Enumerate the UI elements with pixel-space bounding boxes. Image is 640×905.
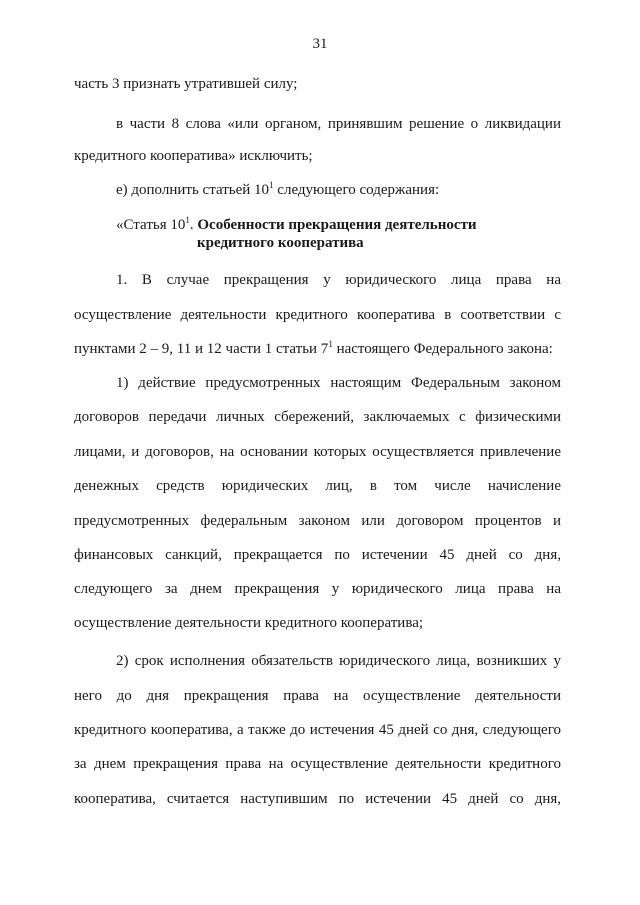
article-heading-title-line2: кредитного кооператива bbox=[197, 235, 364, 251]
text-line: кредитного кооператива, а также до истечения 45 дней со дня, следующего bbox=[74, 722, 561, 738]
text-fragment: настоящего Федерального закона: bbox=[332, 341, 553, 357]
text-line: в части 8 слова «или органом, принявшим решение о ликвидации bbox=[116, 116, 561, 132]
text-line: часть 3 признать утратившей силу; bbox=[74, 76, 298, 92]
text-line: 1. В случае прекращения у юридического лица права на bbox=[116, 272, 561, 288]
text-line: кредитного кооператива» исключить; bbox=[74, 148, 313, 164]
article-heading-title: Особенности прекращения деятельности bbox=[197, 217, 477, 233]
text-line: осуществление деятельности кредитного кооператива; bbox=[74, 615, 424, 631]
text-fragment: . bbox=[189, 217, 198, 233]
text-line bbox=[74, 339, 561, 359]
text-line: следующего за днем прекращения у юридического лица права на bbox=[74, 581, 561, 597]
text-line: него до дня прекращения права на осуществление деятельности bbox=[74, 688, 561, 704]
text-fragment: следующего содержания: bbox=[273, 182, 440, 198]
text-line: кооператива, считается наступившим по истечении 45 дней со дня, bbox=[74, 791, 561, 807]
text-fragment: пунктами 2 – 9, 11 и 12 части 1 статьи 7 bbox=[74, 341, 329, 357]
article-heading bbox=[116, 215, 477, 235]
text-fragment: е) дополнить статьей 10 bbox=[116, 182, 270, 198]
text-line: предусмотренных федеральным законом или договором процентов и bbox=[74, 513, 561, 529]
page-number: 31 bbox=[312, 36, 328, 52]
superscript: 1 bbox=[185, 215, 190, 225]
text-line: 1) действие предусмотренных настоящим Федеральным законом bbox=[116, 375, 561, 391]
text-fragment: «Статья 10 bbox=[116, 217, 186, 233]
text-line: финансовых санкций, прекращается по истечении 45 дней со дня, bbox=[74, 547, 561, 563]
text-line: денежных средств юридических лиц, в том числе начисление bbox=[74, 478, 561, 494]
text-line: договоров передачи личных сбережений, заключаемых с физическими bbox=[74, 409, 561, 425]
superscript: 1 bbox=[269, 180, 274, 190]
text-line: за днем прекращения права на осуществление деятельности кредитного bbox=[74, 756, 561, 772]
superscript: 1 bbox=[328, 339, 333, 349]
text-line bbox=[116, 180, 561, 200]
text-line: осуществление деятельности кредитного кооператива в соответствии с bbox=[74, 307, 561, 323]
text-line: 2) срок исполнения обязательств юридического лица, возникших у bbox=[116, 653, 561, 669]
text-line: лицами, и договоров, на основании которых осуществляется привлечение bbox=[74, 444, 561, 460]
